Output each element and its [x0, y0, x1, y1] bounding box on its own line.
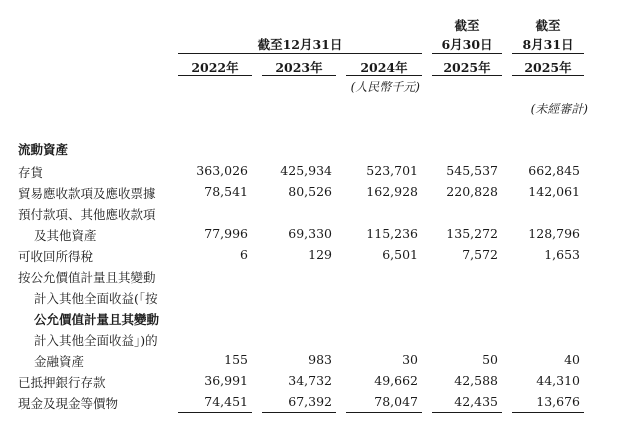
cell-value: 34,732 [288, 373, 332, 388]
cell-value: 13,676 [536, 394, 580, 409]
unit-note: (人民幣千元) [350, 80, 420, 94]
cell-value: 40 [564, 352, 580, 367]
row-label-cash: 現金及現金等價物 [18, 396, 119, 411]
cell-value: 523,701 [366, 163, 418, 178]
cell-value: 74,451 [204, 394, 248, 409]
year-rule-1 [178, 75, 252, 76]
cell-value: 6,501 [382, 247, 418, 262]
bottom-rule-1 [178, 412, 252, 413]
header-col5-mid: 8月31日 [522, 37, 574, 52]
cell-value: 67,392 [288, 394, 332, 409]
row-label-fvoci-4: 計入其他全面收益」)的 [34, 333, 158, 348]
header-group-label: 截至12月31日 [257, 37, 343, 52]
cell-value: 162,928 [366, 184, 418, 199]
year-rule-4 [432, 75, 502, 76]
header-group-rule [178, 53, 422, 54]
unaudited-note: (未經審計) [530, 102, 588, 116]
row-label-trade-receivables: 貿易應收款項及應收票據 [18, 186, 156, 201]
cell-value: 50 [482, 352, 498, 367]
bottom-rule-2 [262, 412, 336, 413]
year-rule-2 [262, 75, 336, 76]
cell-value: 142,061 [528, 184, 580, 199]
cell-value: 545,537 [446, 163, 498, 178]
cell-value: 78,541 [204, 184, 248, 199]
cell-value: 44,310 [536, 373, 580, 388]
cell-value: 115,236 [366, 226, 418, 241]
year-2025-jun: 2025年 [443, 60, 491, 75]
header-col5-top: 截至 [535, 18, 561, 33]
row-label-pledged-deposits: 已抵押銀行存款 [18, 375, 106, 390]
year-rule-3 [346, 75, 422, 76]
cell-value: 425,934 [280, 163, 332, 178]
cell-value: 6 [240, 247, 248, 262]
row-label-fvoci-1: 按公允價值計量且其變動 [18, 270, 156, 285]
row-label-other-assets: 及其他資產 [34, 228, 97, 243]
cell-value: 128,796 [528, 226, 580, 241]
row-label-prepayments: 預付款項、其他應收款項 [18, 207, 156, 222]
header-col4-rule [432, 53, 502, 54]
bottom-rule-3 [346, 412, 422, 413]
header-col4-top: 截至 [454, 18, 480, 33]
cell-value: 42,588 [454, 373, 498, 388]
cell-value: 129 [308, 247, 332, 262]
cell-value: 36,991 [204, 373, 248, 388]
cell-value: 363,026 [196, 163, 248, 178]
cell-value: 30 [402, 352, 418, 367]
cell-value: 80,526 [288, 184, 332, 199]
year-2024: 2024年 [360, 60, 408, 75]
cell-value: 983 [308, 352, 332, 367]
year-2022: 2022年 [191, 60, 239, 75]
header-col4-mid: 6月30日 [441, 37, 493, 52]
bottom-rule-5 [512, 412, 584, 413]
cell-value: 135,272 [446, 226, 498, 241]
row-label-tax-recoverable: 可收回所得稅 [18, 249, 94, 264]
bottom-rule-4 [432, 412, 502, 413]
section-title: 流動資產 [18, 142, 69, 157]
cell-value: 1,653 [544, 247, 580, 262]
row-label-fvoci-3: 公允價值計量且其變動 [34, 312, 160, 327]
cell-value: 155 [224, 352, 248, 367]
cell-value: 220,828 [446, 184, 498, 199]
year-rule-5 [512, 75, 584, 76]
cell-value: 662,845 [528, 163, 580, 178]
cell-value: 49,662 [374, 373, 418, 388]
cell-value: 42,435 [454, 394, 498, 409]
header-col5-rule [512, 53, 584, 54]
cell-value: 69,330 [288, 226, 332, 241]
year-2023: 2023年 [275, 60, 323, 75]
year-2025-aug: 2025年 [524, 60, 572, 75]
cell-value: 7,572 [462, 247, 498, 262]
row-label-inventory: 存貨 [18, 165, 44, 180]
row-label-financial-assets: 金融資產 [34, 354, 85, 369]
cell-value: 77,996 [204, 226, 248, 241]
cell-value: 78,047 [374, 394, 418, 409]
row-label-fvoci-2: 計入其他全面收益(「按 [34, 291, 158, 306]
